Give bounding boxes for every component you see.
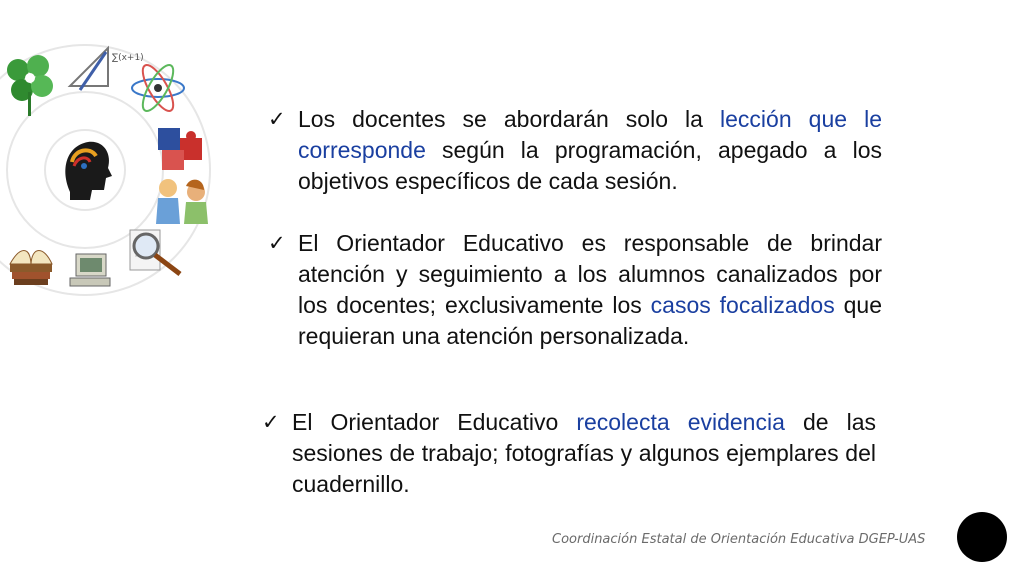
magnifier-document-icon: [130, 230, 180, 274]
clover-icon: [7, 55, 53, 116]
slide-marker-dot: [957, 512, 1007, 562]
checkmark-icon: ✓: [268, 231, 286, 255]
checkmark-icon: ✓: [268, 107, 286, 131]
highlight-segment: recolecta evidencia: [576, 409, 785, 435]
checkmark-icon: ✓: [262, 410, 280, 434]
people-icon: [156, 179, 208, 224]
text-segment: de las sesiones de trabajo; fotografías y algunos ejemplares del cuadernillo.: [292, 409, 876, 497]
decorative-illustrations: [0, 20, 230, 320]
text-segment: El Orientador Educativo es responsable de brindar atención y seguimiento a los alumnos canalizados por los docentes; exclusivamente los: [298, 230, 882, 318]
puzzle-icon: [158, 128, 202, 170]
books-icon: [10, 251, 52, 286]
head-profile-icon: [65, 142, 112, 200]
svg-text:∑(x+1): ∑(x+1): [112, 53, 144, 63]
bullet-text: [298, 104, 882, 197]
text-segment: El Orientador Educativo: [292, 409, 577, 435]
text-segment: que requieran una atención personalizada.: [298, 292, 883, 349]
text-segment: Los docentes se abordarán solo la: [298, 106, 721, 132]
highlight-segment: lección que le corresponde: [298, 106, 882, 163]
bullet-orientador-responsibility: [268, 228, 882, 352]
bullet-text: [292, 407, 876, 500]
text-segment: según la programación, apegado a los objetivos específicos de cada sesión.: [298, 137, 882, 194]
bullet-evidence-collection: [262, 407, 876, 500]
bullet-lesson-assignment: [268, 104, 882, 197]
computer-icon: [70, 254, 110, 286]
bullet-text: [298, 228, 882, 352]
geometry-tools-icon: [70, 48, 144, 90]
footer-credit: Coordinación Estatal de Orientación Educativa DGEP-UAS: [552, 532, 926, 547]
highlight-segment: casos focalizados: [650, 292, 835, 318]
